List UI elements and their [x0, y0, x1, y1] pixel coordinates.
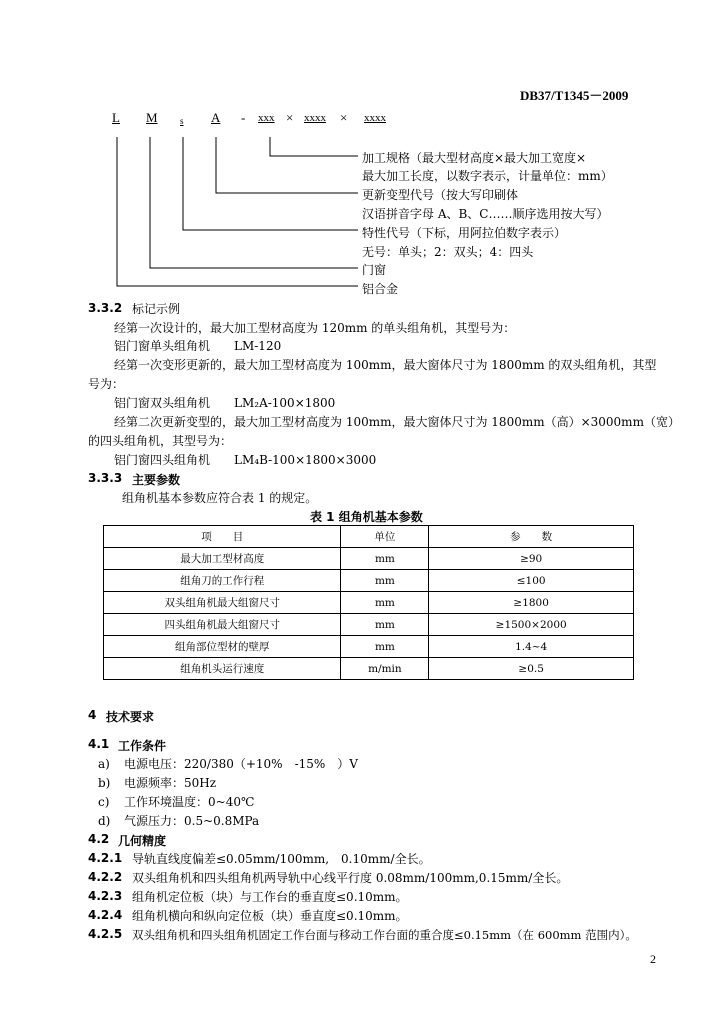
- cell-value: ≥0.5: [429, 658, 634, 680]
- condition-b-text: 电源频率：50Hz: [124, 776, 217, 790]
- cell-value: ≥1800: [429, 592, 634, 614]
- condition-c-text: 工作环境温度：0~40℃: [124, 795, 255, 809]
- parameters-table: [103, 525, 634, 680]
- example-line-2: 铝门窗单头组角机 LM-120: [114, 339, 282, 353]
- clause-4-2-2-number: 4.2.2: [88, 870, 123, 884]
- clause-4-2-3-number: 4.2.3: [88, 889, 123, 903]
- cell-item: 组角刀的工作行程: [104, 570, 341, 592]
- document-id: DB37/T1345－2009: [520, 88, 629, 103]
- example-line-4: 号为：: [88, 377, 125, 391]
- code-part-width: xxxx: [304, 112, 326, 124]
- code-part-height: xxx: [258, 112, 275, 124]
- table-header-row: [104, 526, 634, 548]
- cell-item: 四头组角机最大组窗尺寸: [104, 614, 341, 636]
- section-3-3-3-title: 主要参数: [132, 473, 181, 487]
- code-part-times-2: ×: [340, 110, 348, 125]
- table-caption: 表 1 组角机基本参数: [310, 510, 423, 524]
- section-4-2-number: 4.2: [88, 832, 110, 846]
- cell-item: 双头组角机最大组窗尺寸: [104, 592, 341, 614]
- code-part-subscript: s: [180, 116, 184, 126]
- desc-spec-1: 加工规格（最大型材高度×最大加工宽度×: [362, 151, 587, 165]
- table-row: [104, 548, 634, 570]
- section-3-3-2-number: 3.3.2: [88, 301, 123, 315]
- cell-value: ≥1500×2000: [429, 614, 634, 636]
- cell-item: 组角机头运行速度: [104, 658, 341, 680]
- section-4-2-title: 几何精度: [118, 834, 167, 848]
- desc-door-window: 门窗: [362, 263, 387, 277]
- desc-aluminium: 铝合金: [362, 282, 399, 296]
- code-part-dash: -: [241, 110, 246, 125]
- example-line-1: 经第一次设计的，最大加工型材高度为 120mm 的单头组角机，其型号为：: [114, 321, 516, 335]
- clause-4-2-1-text: 导轨直线度偏差≤0.05mm/100mm, 0.10mm/全长。: [132, 852, 431, 866]
- table-row: [104, 592, 634, 614]
- cell-unit: m/min: [341, 658, 429, 680]
- section-4-number: 4: [88, 708, 97, 722]
- header-value: 参 数: [429, 526, 634, 548]
- clause-4-2-4-text: 组角机横向和纵向定位板（块）垂直度≤0.10mm。: [132, 909, 408, 923]
- example-line-3: 经第一次变形更新的，最大加工型材高度为 100mm，最大窗体尺寸为 1800mm 的双头组角机，其型: [114, 358, 657, 372]
- desc-variant-2: 汉语拼音字母 A、B、C……顺序选用按大写）: [362, 207, 609, 221]
- cell-unit: mm: [341, 636, 429, 658]
- example-line-6: 经第二次更新变型的，最大加工型材高度为 100mm，最大窗体尺寸为 1800mm（高）×3000mm（宽）: [114, 415, 680, 429]
- example-line-7: 的四头组角机，其型号为：: [88, 434, 233, 448]
- section-3-3-2-title: 标记示例: [132, 302, 181, 316]
- clause-4-2-1-number: 4.2.1: [88, 851, 123, 865]
- desc-spec-2: 最大加工长度，以数字表示，计量单位：mm）: [362, 169, 613, 183]
- section-3-3-3-text: 组角机基本参数应符合表 1 的规定。: [122, 491, 318, 505]
- cell-value: ≤100: [429, 570, 634, 592]
- cell-unit: mm: [341, 548, 429, 570]
- clause-4-2-3-text: 组角机定位板（块）与工作台的垂直度≤0.10mm。: [132, 890, 408, 904]
- code-part-a: A: [211, 110, 221, 125]
- section-4-1-title: 工作条件: [118, 739, 167, 753]
- desc-variant-1: 更新变型代号（按大写印刷体: [362, 188, 519, 202]
- cell-unit: mm: [341, 592, 429, 614]
- example-line-5: 铝门窗双头组角机 LM₂A-100×1800: [114, 396, 336, 410]
- clause-4-2-5-number: 4.2.5: [88, 927, 123, 941]
- condition-c-label: c): [98, 795, 110, 809]
- code-part-l: L: [112, 110, 120, 125]
- condition-a-label: a): [98, 757, 110, 771]
- cell-value: 1.4~4: [429, 636, 634, 658]
- cell-unit: mm: [341, 614, 429, 636]
- clause-4-2-2-text: 双头组角机和四头组角机两导轨中心线平行度 0.08mm/100mm,0.15mm/全长。: [132, 871, 569, 885]
- condition-d-text: 气源压力：0.5~0.8MPa: [124, 814, 260, 828]
- example-line-8: 铝门窗四头组角机 LM₄B-100×1800×3000: [114, 453, 377, 467]
- code-part-m: M: [146, 110, 158, 125]
- cell-value: ≥90: [429, 548, 634, 570]
- condition-d-label: d): [98, 814, 111, 828]
- condition-a-text: 电源电压：220/380（+10% -15% ）V: [124, 757, 358, 771]
- code-part-length: xxxx: [364, 112, 386, 124]
- page-number: 2: [650, 952, 656, 966]
- clause-4-2-5-text: 双头组角机和四头组角机固定工作台面与移动工作台面的重合度≤0.15mm（在 600mm 范围内）。: [132, 928, 637, 942]
- desc-feature-1: 特性代号（下标，用阿拉伯数字表示）: [362, 226, 567, 240]
- table-row: [104, 614, 634, 636]
- cell-item: 组角部位型材的壁厚: [104, 636, 341, 658]
- section-4-title: 技术要求: [106, 710, 155, 724]
- section-3-3-3-number: 3.3.3: [88, 471, 123, 485]
- code-part-times-1: ×: [286, 110, 294, 125]
- header-item: 项 目: [104, 526, 341, 548]
- cell-unit: mm: [341, 570, 429, 592]
- cell-item: 最大加工型材高度: [104, 548, 341, 570]
- clause-4-2-4-number: 4.2.4: [88, 908, 123, 922]
- condition-b-label: b): [98, 776, 111, 790]
- desc-feature-2: 无号：单头；2：双头；4：四头: [362, 245, 534, 259]
- section-4-1-number: 4.1: [88, 737, 110, 751]
- table-row: [104, 658, 634, 680]
- header-unit: 单位: [341, 526, 429, 548]
- table-row: [104, 636, 634, 658]
- table-row: [104, 570, 634, 592]
